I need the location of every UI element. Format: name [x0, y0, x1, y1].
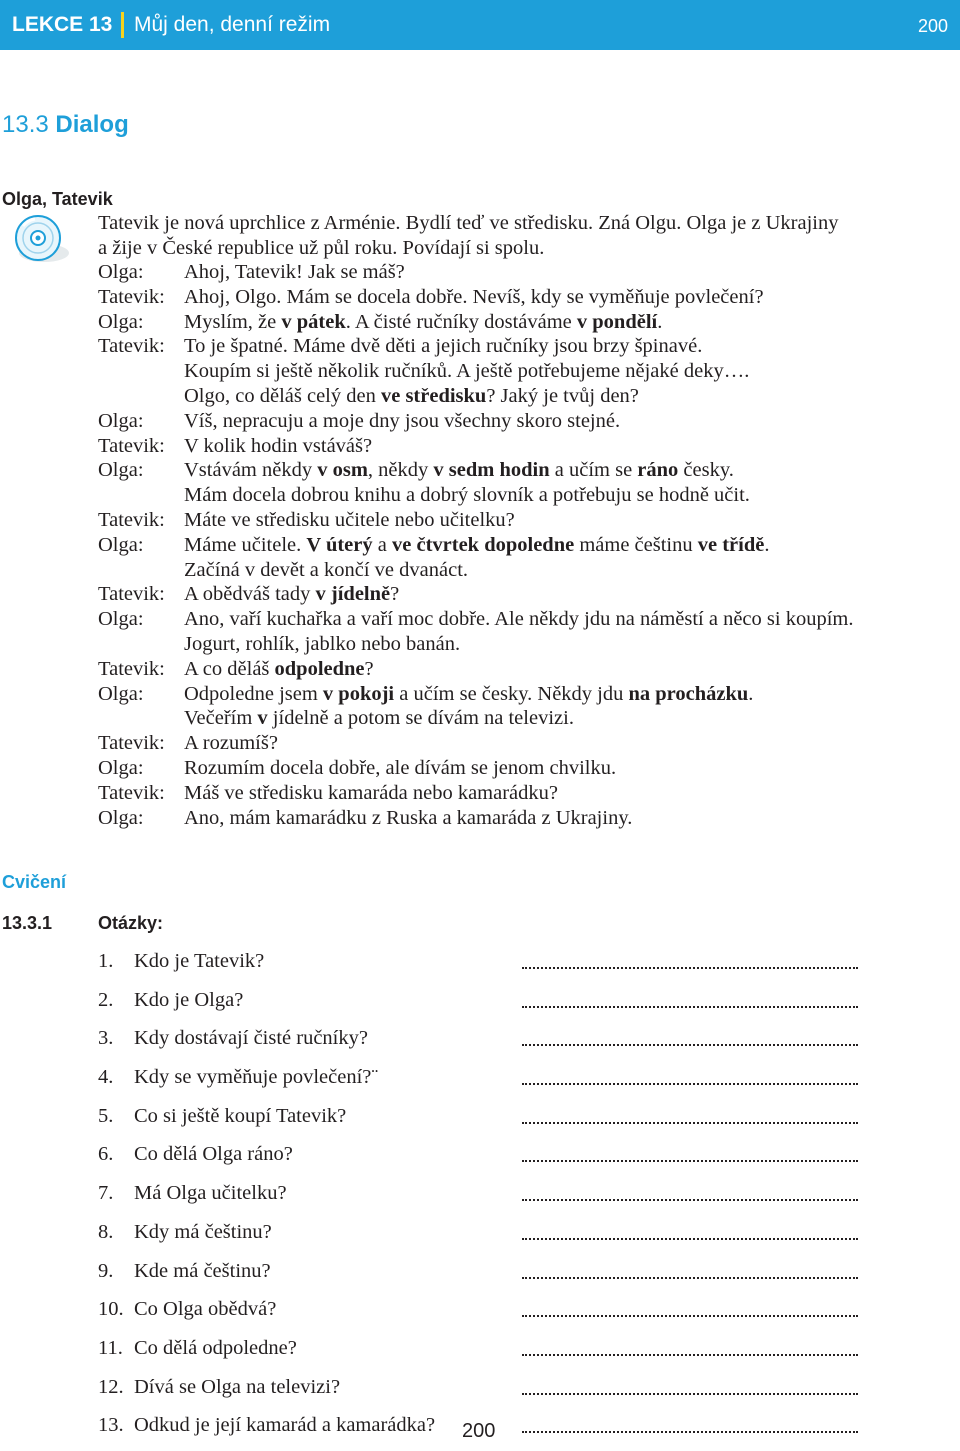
speaker-label: Olga:	[98, 409, 144, 432]
dialog-text-bold: v jídelně	[315, 583, 391, 606]
question-item	[98, 1219, 878, 1258]
dialog-line	[98, 558, 948, 583]
dialog-text	[184, 731, 278, 756]
dialog-text-part: Ahoj, Tatevik! Jak se máš?	[184, 261, 405, 283]
dialog-text-part: Ano, mám kamarádku z Ruska a kamaráda z Ukrajiny.	[184, 806, 633, 829]
dialog-text	[184, 657, 374, 682]
dialog-line	[98, 359, 948, 384]
dialog-text	[184, 334, 702, 359]
dialog-line	[98, 806, 948, 831]
question-number: 13.	[98, 1414, 124, 1437]
question-text: Odkud je její kamarád a kamarádka?	[134, 1414, 436, 1437]
dialog-text	[184, 508, 515, 533]
intro-line: Tatevik je nová uprchlice z Arménie. Bydlí teď ve středisku. Zná Olgu. Olga je z Ukrajiny	[98, 212, 839, 234]
speaker-label: Tatevik:	[98, 781, 165, 804]
dialog-line	[98, 706, 948, 731]
dialog-text-bold: ve třídě	[697, 533, 765, 556]
dialog-text	[184, 260, 405, 285]
dialog-text-bold: v osm	[317, 459, 368, 482]
answer-line[interactable]	[522, 1069, 858, 1085]
answer-line[interactable]	[522, 1263, 858, 1279]
dialog-text-part: Máme učitele.	[184, 533, 307, 556]
dialog-text-part: . A čisté ručníky dostáváme	[345, 310, 577, 333]
question-text: Co Olga obědvá?	[134, 1298, 277, 1321]
section-title	[2, 111, 129, 139]
question-item	[98, 1258, 878, 1297]
speaker-label: Olga:	[98, 261, 144, 283]
dialog-text	[184, 558, 468, 583]
dialog-line	[98, 260, 948, 285]
question-item	[98, 1374, 878, 1413]
exercise-number: 13.3.1	[2, 913, 53, 933]
question-text: Co dělá odpoledne?	[134, 1336, 297, 1359]
dialog-line	[98, 607, 948, 632]
answer-line[interactable]	[522, 992, 858, 1008]
dialog-text	[184, 359, 749, 384]
dialog-text-part: A co děláš	[184, 657, 275, 680]
answer-line[interactable]	[522, 1379, 858, 1395]
question-number: 3.	[98, 1027, 114, 1050]
lesson-topic: Můj den, denní režim	[134, 13, 331, 36]
question-item	[98, 1025, 878, 1064]
dialog-text-part: Ano, vaří kuchařka a vaří moc dobře. Ale někdy jdu na náměstí a něco si koupím.	[184, 608, 854, 631]
dialog-text	[184, 434, 372, 459]
dialog-line	[98, 582, 948, 607]
answer-line[interactable]	[522, 1185, 858, 1201]
question-number: 1.	[98, 950, 114, 972]
dialog-text-part: A rozumíš?	[184, 732, 278, 755]
dialog-text-part: A obědváš tady	[184, 583, 316, 606]
question-text: Kdo je Olga?	[134, 988, 244, 1011]
question-number: 7.	[98, 1182, 114, 1205]
dialog-line	[98, 682, 948, 707]
dialog-text-part: Víš, nepracuju a moje dny jsou všechny skoro stejné.	[184, 409, 621, 432]
speaker-label: Tatevik:	[98, 732, 165, 755]
speaker-label: Tatevik:	[98, 285, 165, 308]
dialog-text	[184, 781, 558, 806]
question-item	[98, 948, 878, 987]
dialog-text-part: Rozumím docela dobře, ale dívám se jenom chvilku.	[184, 756, 617, 779]
cd-icon[interactable]	[13, 212, 73, 268]
answer-line[interactable]	[522, 1224, 858, 1240]
dialog-text-bold: v sedm hodin	[433, 459, 550, 482]
footer-page-number: 200	[462, 1420, 496, 1442]
dialog-text-part: , někdy	[367, 459, 434, 482]
dialog-text-bold: v pokoji	[322, 682, 395, 705]
speaker-label: Tatevik:	[98, 583, 165, 606]
dialog-text-part: Myslím, že	[184, 310, 282, 333]
question-text: Má Olga učitelku?	[134, 1182, 287, 1205]
question-text: Kdy má češtinu?	[134, 1220, 272, 1243]
dialog-text-part: Vstávám někdy	[184, 459, 318, 482]
dialog-line	[98, 384, 948, 409]
dialog-text-part: a učím se	[549, 459, 638, 482]
answer-line[interactable]	[522, 1030, 858, 1046]
question-number: 10.	[98, 1298, 124, 1321]
dialog-text	[184, 632, 460, 657]
dialog-text	[184, 483, 750, 508]
question-number: 4.	[98, 1066, 114, 1089]
exercise-heading: Cvičení	[2, 872, 67, 892]
dialog-line	[98, 434, 948, 459]
speaker-label: Tatevik:	[98, 657, 165, 680]
dialog-text	[184, 806, 632, 831]
question-number: 8.	[98, 1220, 114, 1243]
question-item	[98, 987, 878, 1026]
dialog-line	[98, 632, 948, 657]
speaker-label: Olga:	[98, 682, 144, 705]
dialog-text	[184, 533, 769, 558]
answer-line[interactable]	[522, 1301, 858, 1317]
dialog-text-part: Odpoledne jsem	[184, 682, 323, 705]
lesson-label: LEKCE 13	[12, 13, 113, 36]
dialog-text-part: ? Jaký je tvůj den?	[486, 384, 639, 407]
dialog-text-part: Večeřím	[184, 707, 258, 730]
question-text: Dívá se Olga na televizi?	[134, 1375, 341, 1398]
question-number: 2.	[98, 988, 114, 1011]
question-number: 6.	[98, 1143, 114, 1166]
speaker-label: Olga:	[98, 608, 144, 631]
question-item	[98, 1180, 878, 1219]
dialog-text	[184, 682, 753, 707]
dialog-text-bold: ve čtvrtek dopoledne	[392, 533, 575, 556]
dialog-line	[98, 409, 948, 434]
dialog-text-part: Koupím si ještě několik ručníků. A ještě potřebujeme nějaké deky….	[184, 360, 750, 383]
dialog-text-part: a učím se česky. Někdy jdu	[394, 682, 629, 705]
question-text: Kde má češtinu?	[134, 1259, 271, 1282]
answer-line[interactable]	[522, 1146, 858, 1162]
dialog-text	[184, 409, 620, 434]
exercise-title: Otázky:	[98, 913, 164, 933]
question-item	[98, 1064, 878, 1103]
dialog-speakers: Olga, Tatevik	[2, 189, 113, 209]
page-header	[0, 0, 960, 50]
dialog-line	[98, 458, 948, 483]
dialog-intro	[98, 211, 839, 261]
answer-line[interactable]	[522, 1108, 858, 1124]
dialog-text-part: .	[764, 533, 770, 556]
dialog-text	[184, 756, 616, 781]
dialog-text-part: Ahoj, Olgo. Mám se docela dobře. Nevíš, kdy se vyměňuje povlečení?	[184, 285, 764, 308]
dialog-lines	[98, 260, 948, 830]
dialog-text-part: ?	[364, 657, 374, 680]
dialog-text-bold: ráno	[637, 459, 679, 482]
answer-line[interactable]	[522, 953, 858, 969]
dialog-text	[184, 607, 853, 632]
dialog-text-part: Máš ve středisku kamaráda nebo kamarádku?	[184, 781, 558, 804]
dialog-text-part: máme češtinu	[574, 533, 698, 556]
intro-line: a žije v České republice už půl roku. Povídají si spolu.	[98, 236, 545, 259]
dialog-text	[184, 582, 399, 607]
question-number: 5.	[98, 1104, 114, 1127]
dialog-text	[184, 458, 734, 483]
speaker-label: Olga:	[98, 459, 144, 482]
dialog-text-bold: v pondělí	[576, 310, 658, 333]
dialog-text-part: .	[748, 682, 754, 705]
question-number: 11.	[98, 1336, 123, 1359]
dialog-text-part: Začíná v devět a končí ve dvanáct.	[184, 558, 469, 581]
dialog-text-part: To je špatné. Máme dvě děti a jejich ručníky jsou brzy špinavé.	[184, 335, 703, 358]
question-number: 12.	[98, 1375, 124, 1398]
question-text: Kdy dostávají čisté ručníky?	[134, 1027, 368, 1050]
question-number: 9.	[98, 1259, 114, 1282]
dialog-text-part: Mám docela dobrou knihu a dobrý slovník a potřebuju se hodně učit.	[184, 484, 750, 507]
dialog-text	[184, 285, 764, 310]
question-text: Co dělá Olga ráno?	[134, 1143, 293, 1166]
question-text: Kdo je Tatevik?	[134, 950, 265, 972]
dialog-line	[98, 334, 948, 359]
dialog-line	[98, 657, 948, 682]
question-item	[98, 1103, 878, 1142]
dialog-text	[184, 310, 662, 335]
question-item	[98, 1141, 878, 1180]
speaker-label: Olga:	[98, 310, 144, 333]
dialog-text-part: V kolik hodin vstáváš?	[184, 434, 373, 457]
speaker-label: Olga:	[98, 756, 144, 779]
dialog-text-bold: na procházku	[628, 682, 749, 705]
dialog-text-bold: v	[257, 707, 268, 730]
question-item	[98, 1296, 878, 1335]
speaker-label: Tatevik:	[98, 508, 165, 531]
section-name: Dialog	[55, 111, 129, 138]
dialog-line	[98, 508, 948, 533]
dialog-text-bold: odpoledne	[274, 657, 365, 680]
header-page-number: 200	[917, 16, 948, 36]
question-list	[98, 948, 878, 1451]
speaker-label: Tatevik:	[98, 434, 165, 457]
dialog-text	[184, 706, 574, 731]
dialog-line	[98, 483, 948, 508]
dialog-text-part: jídelně a potom se dívám na televizi.	[267, 707, 574, 730]
dialog-text-part: Jogurt, rohlík, jablko nebo banán.	[184, 632, 461, 655]
dialog-line	[98, 533, 948, 558]
speaker-label: Olga:	[98, 806, 144, 829]
header-separator	[121, 12, 124, 38]
answer-line[interactable]	[522, 1340, 858, 1356]
dialog-text-part: Olgo, co děláš celý den	[184, 384, 381, 407]
dialog-line	[98, 756, 948, 781]
dialog-line	[98, 731, 948, 756]
dialog-text-part: Máte ve středisku učitele nebo učitelku?	[184, 508, 515, 531]
question-item	[98, 1335, 878, 1374]
question-text: Kdy se vyměňuje povlečení?¨	[134, 1066, 379, 1089]
dialog-text-part: .	[657, 310, 663, 333]
dialog-text-bold: v pátek	[281, 310, 346, 333]
question-text: Co si ještě koupí Tatevik?	[134, 1104, 347, 1127]
dialog-text-part: a	[372, 533, 392, 556]
dialog-text-part: česky.	[678, 459, 734, 482]
dialog-line	[98, 781, 948, 806]
answer-line[interactable]	[522, 1417, 858, 1433]
dialog-text-bold: ve středisku	[380, 384, 487, 407]
speaker-label: Tatevik:	[98, 335, 165, 358]
dialog-line	[98, 310, 948, 335]
speaker-label: Olga:	[98, 533, 144, 556]
dialog-text-part: ?	[390, 583, 400, 606]
dialog-text	[184, 384, 639, 409]
dialog-text-bold: V úterý	[306, 533, 373, 556]
dialog-line	[98, 285, 948, 310]
section-number: 13.3	[2, 111, 49, 138]
